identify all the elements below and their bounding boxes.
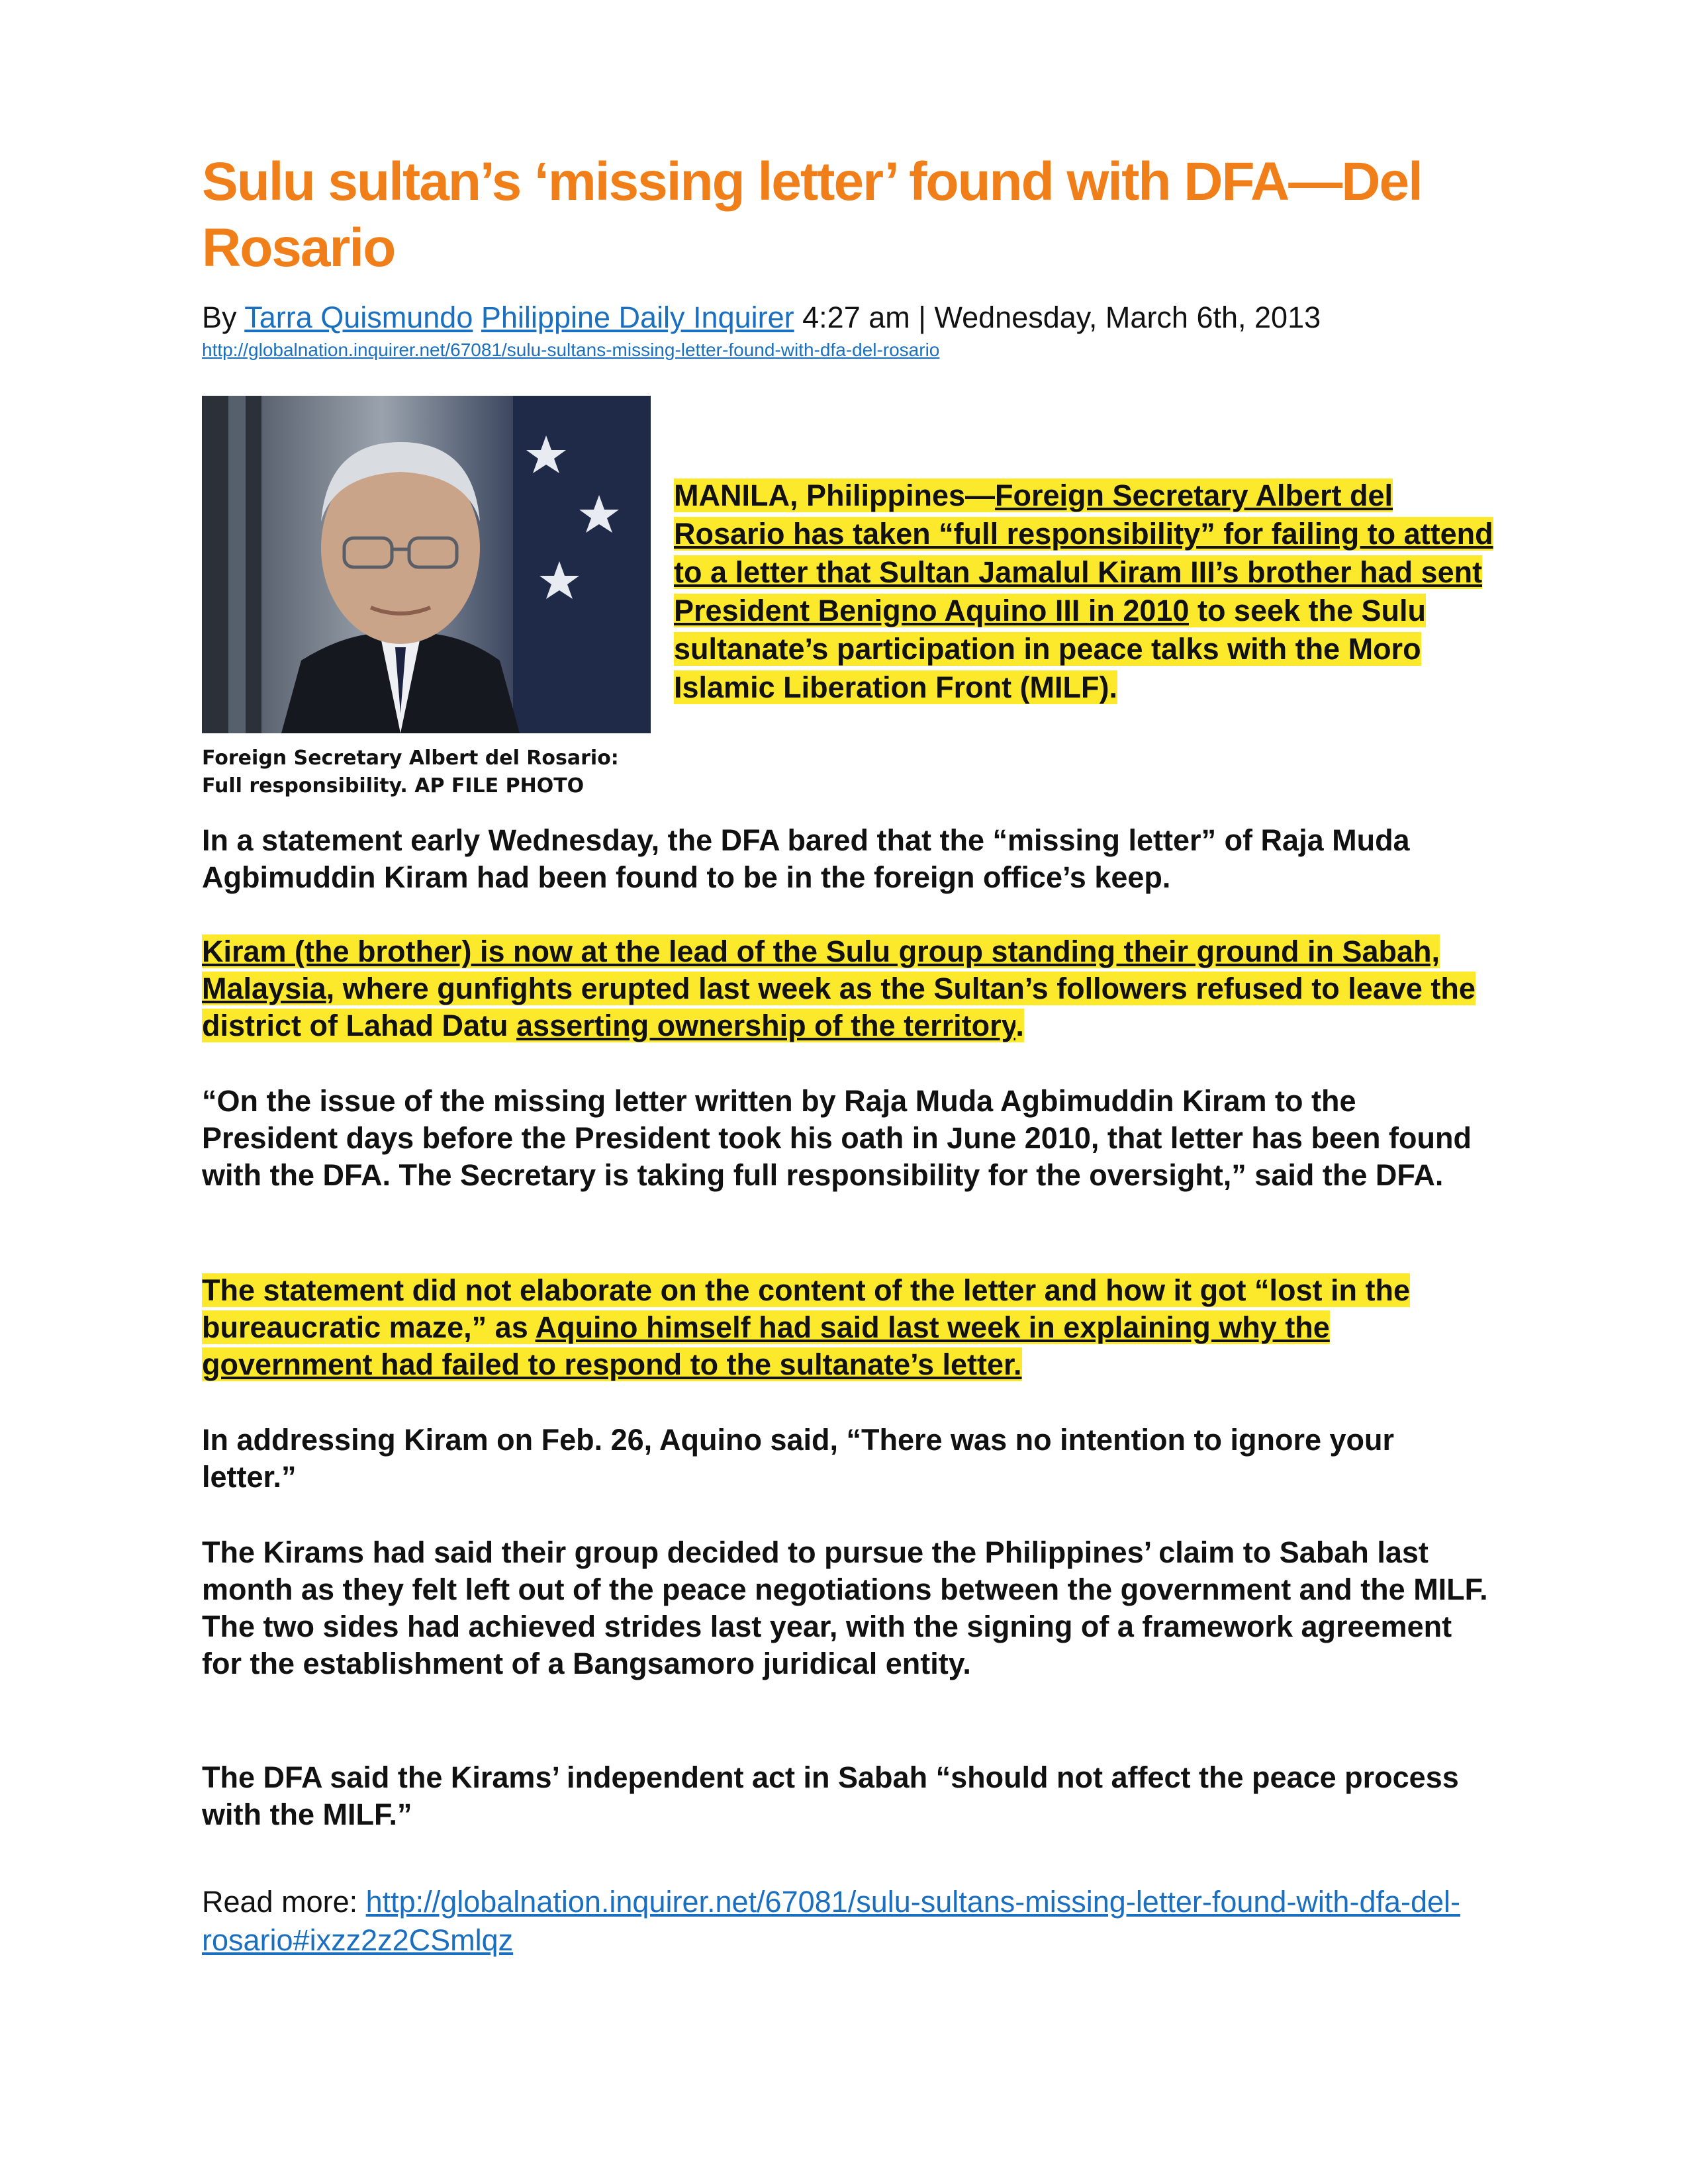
paragraph-7: The DFA said the Kirams’ independent act in Sabah “should not affect the peace process with the MILF.” xyxy=(202,1760,1459,1831)
paragraph-5: In addressing Kiram on Feb. 26, Aquino said, “There was no intention to ignore your letter.” xyxy=(202,1423,1395,1494)
byline xyxy=(202,299,1493,336)
lead-paragraph xyxy=(674,477,1495,707)
read-more-label: Read more: xyxy=(202,1885,366,1919)
photo-caption xyxy=(202,745,665,800)
read-more xyxy=(202,1883,1493,1960)
paragraph-6: The Kirams had said their group decided to pursue the Philippines’ claim to Sabah last month as they felt left out of the peace negotiations between the government and the MILF. The two sides had achieved strides last year, with the signing of a framework agreement for the establishment of a Bangsamoro juridical entity. xyxy=(202,1535,1488,1680)
p2-end: . xyxy=(1015,1009,1024,1042)
p2-underlined-1: Kiram (the brother) is now at the lead of the Sulu group standing their ground in Sabah, Malaysia xyxy=(202,934,1440,1005)
paragraph-2 xyxy=(202,933,1493,1044)
source-url-link[interactable]: http://globalnation.inquirer.net/67081/sulu-sultans-missing-letter-found-with-dfa-del-rosario xyxy=(202,340,940,360)
p2-underlined-2: asserting ownership of the territory xyxy=(516,1009,1016,1042)
p4-underlined: Aquino himself had said last week in explaining why the government had failed to respond to the sultanate’s letter. xyxy=(202,1310,1330,1381)
article-photo xyxy=(202,396,651,733)
paragraph-4 xyxy=(202,1272,1493,1383)
publish-time: 4:27 am | Wednesday, March 6th, 2013 xyxy=(802,300,1321,334)
byline-by: By xyxy=(202,300,237,334)
read-more-link[interactable]: http://globalnation.inquirer.net/67081/sulu-sultans-missing-letter-found-with-dfa-del-rosario#ixzz2z2CSmlqz xyxy=(202,1885,1461,1957)
paragraph-3: “On the issue of the missing letter written by Raja Muda Agbimuddin Kiram to the President days before the President took his oath in June 2010, that letter has been found with the DFA. The Secretary is taking full responsibility for the oversight,” said the DFA. xyxy=(202,1084,1472,1192)
lead-underlined: Foreign Secretary Albert del Rosario has taken “full responsibility” for failing to attend to a letter that Sultan Jamalul Kiram III’s brother had sent President Benigno Aquino III in 2010 xyxy=(674,478,1493,627)
lead-rest: to seek the Sulu sultanate’s participation in peace talks with the Moro Islamic Liberation Front (MILF). xyxy=(674,594,1427,704)
lead-intro: MANILA, Philippines— xyxy=(674,478,996,512)
publication-link[interactable]: Philippine Daily Inquirer xyxy=(481,300,794,334)
p2-middle: , where gunfights erupted last week as the Sultan’s followers refused to leave the district of Lahad Datu xyxy=(202,972,1476,1042)
caption-line-2: Full responsibility. AP FILE PHOTO xyxy=(202,774,585,797)
portrait-image xyxy=(202,396,651,733)
author-link[interactable]: Tarra Quismundo xyxy=(244,300,473,334)
article-title: Sulu sultan’s ‘missing letter’ found with DFA—Del Rosario xyxy=(202,152,1422,278)
paragraph-1: In a statement early Wednesday, the DFA bared that the “missing letter” of Raja Muda Agbimuddin Kiram had been found to be in the foreign office’s keep. xyxy=(202,823,1410,894)
caption-line-1: Foreign Secretary Albert del Rosario: xyxy=(202,747,619,770)
p4-plain: The statement did not elaborate on the content of the letter and how it got “lost in the bureaucratic maze,” as xyxy=(202,1273,1411,1344)
